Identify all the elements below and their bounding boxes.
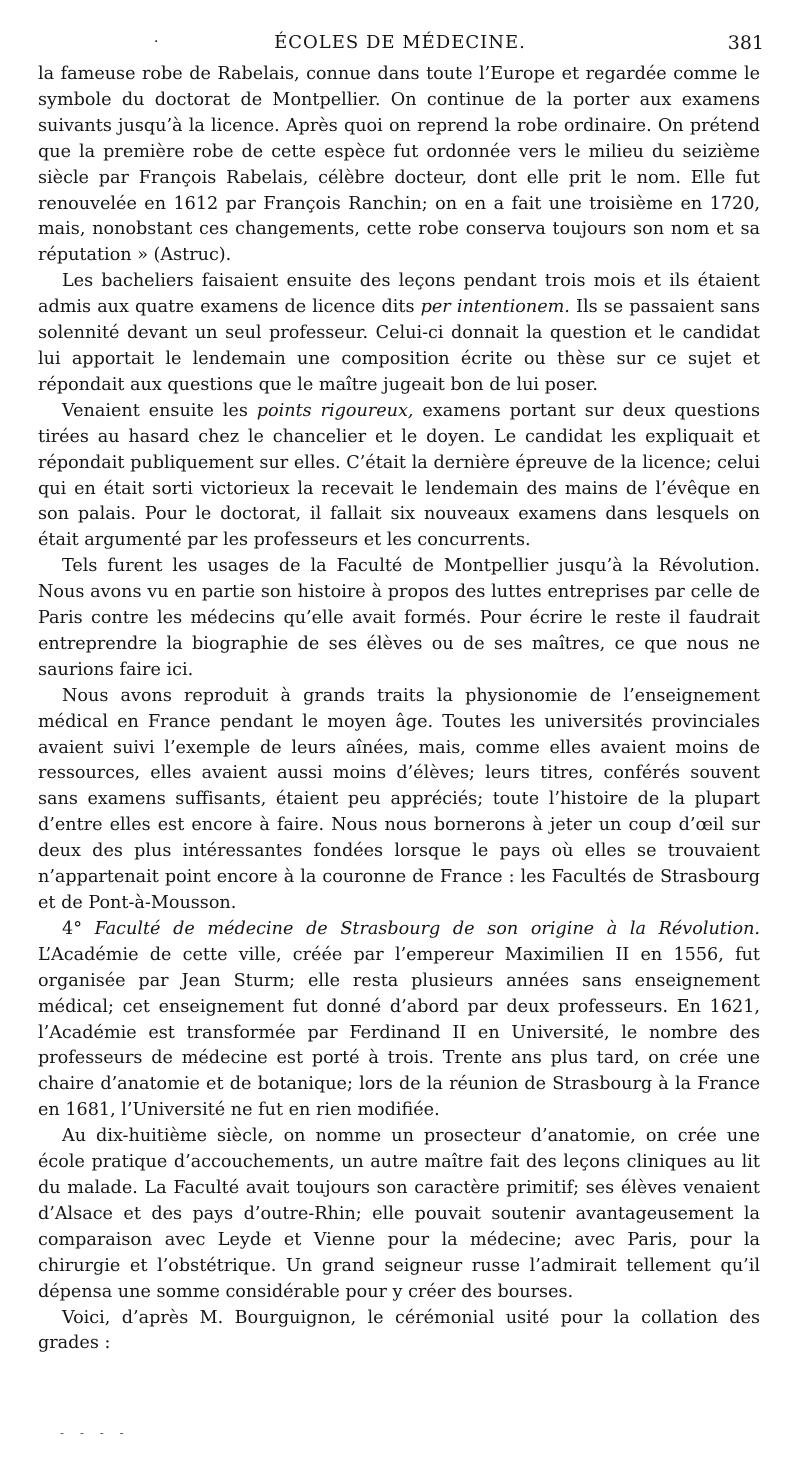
text-run: Venaient ensuite les — [62, 400, 257, 421]
text-run: Ils se passaient sans solennité devant un seul professeur. Celui-ci donnait la question et le candidat lui apportait le lendemain une composition écrite ou thèse sur ce sujet et répondait aux questions que le maître jugeait bon de lui poser. — [38, 297, 760, 395]
text-run: Tels furent les usages de la Faculté de Montpellier jusqu’à la Révolution. Nous avons vu en partie son histoire à propos des luttes entreprises par celle de Paris contre les médecins qu’elle avait formés. Pour écrire le reste il faudrait entreprendre la biographie de ses élèves ou de ses maîtres, ce que nous ne saurions faire ici. — [38, 556, 760, 680]
text-run: Les bacheliers faisaient ensuite des leçons pendant trois mois et ils étaient admis aux quatre examens de licence dits — [38, 271, 760, 318]
italic-text: per intentionem. — [420, 297, 570, 318]
italic-text: Faculté de médecine de Strasbourg de son origine à la Révolution. — [94, 918, 760, 939]
text-run: L’Académie de cette ville, créée par l’empereur Maximilien II en 1556, fut organisée par Jean Sturm; elle resta plusieurs années sans enseignement médical; cet enseignement fut donné d’abord par deux professeurs. En 1621, l’Académie est transformée par Ferdinand II en Université, le nombre des professeurs de médecine est porté à trois. Trente ans plus tard, on crée une chaire d’anatomie et de botanique; lors de la réunion de Strasbourg à la France en 1681, l’Université ne fut en rien modifiée. — [38, 944, 760, 1121]
italic-text: points rigoureux, — [256, 400, 414, 421]
paragraph — [38, 917, 760, 1124]
paragraph — [38, 62, 760, 269]
paragraph — [38, 1124, 760, 1305]
page-header — [36, 30, 764, 60]
paragraph — [38, 554, 760, 684]
footer-marks: - - - - — [60, 1426, 130, 1440]
text-run: Voici, d’après M. Bourguignon, le cérémonial usité pour la collation des grades : — [38, 1307, 760, 1354]
paragraph — [38, 399, 760, 554]
header-dot: · — [154, 34, 159, 50]
paragraph — [38, 269, 760, 399]
body-text — [38, 62, 760, 1357]
running-head: ÉCOLES DE MÉDECINE. — [274, 32, 526, 53]
text-run: la fameuse robe de Rabelais, connue dans toute l’Europe et regardée comme le symbole du doctorat de Montpellier. On continue de la porter aux examens suivants jusqu’à la licence. Après quoi on reprend la robe ordinaire. On prétend que la première robe de cette espèce fut ordonnée vers le milieu du seizième siècle par François Rabelais, célèbre docteur, dont elle prit le nom. Elle fut renouvelée en 1612 par François Ranchin; on en a fait une troisième en 1720, mais, nonobstant ces changements, cette robe conserva toujours son nom et sa réputation » (Astruc). — [38, 64, 760, 266]
paragraph — [38, 684, 760, 917]
text-run: Nous avons reproduit à grands traits la physionomie de l’enseignement médical en France pendant le moyen âge. Toutes les universités provinciales avaient suivi l’exemple de leurs aînées, mais, comme elles avaient moins de ressources, elles avaient aussi moins d’élèves; leurs titres, conférés souvent sans examens suffisants, étaient peu appréciés; toute l’histoire de la plupart d’entre elles est encore à faire. Nous nous bornerons à jeter un coup d’œil sur deux des plus intéressantes fondées lorsque le pays où elles se trouvaient n’appartenait point encore à la couronne de France : les Facultés de Strasbourg et de Pont-à-Mousson. — [38, 685, 760, 913]
text-run: Au dix-huitième siècle, on nomme un prosecteur d’anatomie, on crée une école pratique d’accouchements, un autre maître fait des leçons cliniques au lit du malade. La Faculté avait toujours son caractère primitif; ses élèves venaient d’Alsace et des pays d’outre-Rhin; elle pouvait soutenir avantageusement la comparaison avec Leyde et Vienne pour la médecine; avec Paris, pour la chirurgie et l’obstétrique. Un grand seigneur russe l’admirait tellement qu’il dépensa une somme considérable pour y créer des bourses. — [38, 1126, 760, 1302]
page-number: 381 — [727, 32, 764, 54]
paragraph — [38, 1306, 760, 1358]
text-run: 4° — [62, 918, 95, 939]
text-run: examens portant sur deux questions tirées au hasard chez le chancelier et le doyen. Le candidat les expliquait et répondait publiquement sur elles. C’était la dernière épreuve de la licence; celui qui en était sorti victorieux la recevait le lendemain des mains de l’évêque en son palais. Pour le doctorat, il fallait six nouveaux examens dans lesquels on était argumenté par les professeurs et les concurrents. — [38, 400, 760, 551]
